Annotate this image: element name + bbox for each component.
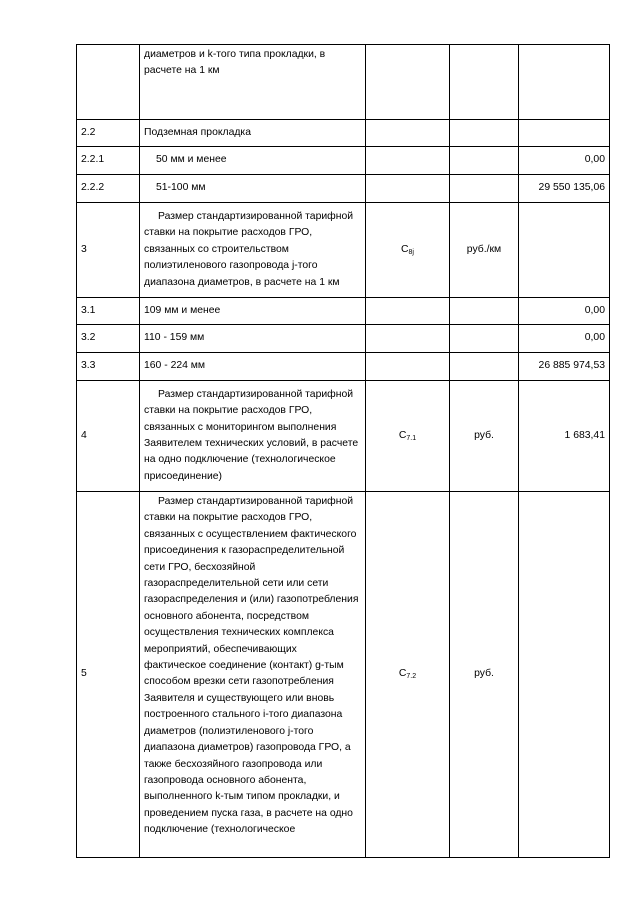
row-code (366, 120, 450, 147)
row-description: диаметров и k-того типа прокладки, в расчете на 1 км (140, 45, 366, 120)
table-row (77, 492, 610, 858)
row-value: 1 683,41 (519, 381, 610, 492)
row-description: 110 - 159 мм (140, 325, 366, 353)
tariff-table (76, 44, 610, 858)
table-row (77, 45, 610, 120)
row-value (519, 203, 610, 298)
row-code (366, 325, 450, 353)
row-code (366, 175, 450, 203)
table-row (77, 353, 610, 381)
table-row (77, 147, 610, 175)
row-number: 2.2.2 (77, 175, 140, 203)
row-number: 2.2.1 (77, 147, 140, 175)
table-row (77, 325, 610, 353)
row-number: 3.3 (77, 353, 140, 381)
row-number: 3 (77, 203, 140, 298)
table-row (77, 381, 610, 492)
row-code (366, 353, 450, 381)
row-number: 3.2 (77, 325, 140, 353)
row-number: 3.1 (77, 298, 140, 325)
table-row (77, 203, 610, 298)
table-row (77, 298, 610, 325)
row-description: Подземная прокладка (140, 120, 366, 147)
row-value: 0,00 (519, 325, 610, 353)
row-code (366, 45, 450, 120)
row-description: Размер стандартизированной тарифной ставки на покрытие расходов ГРО, связанных с осуществлением фактического присоединения к газораспределительной сети ГРО, бесхозяйной газораспределительной сети или сети газораспределения и (или) газопотребления основного абонента, посредством осуществления технических комплекса мероприятий, обеспечивающих фактическое соединение (контакт) g-тым способом врезки сети газопотребления Заявителя и существующего или вновь построенного стального i-того диапазона диаметров (полиэтиленового j-того диапазона диаметров) газопровода ГРО, а также бесхозяйного газопровода или газопровода основного абонента, выполненного k-тым типом прокладки, и проведением пуска газа, в расчете на одно подключение (технологическое (140, 492, 366, 858)
row-value (519, 492, 610, 858)
row-description: 160 - 224 мм (140, 353, 366, 381)
row-value: 29 550 135,06 (519, 175, 610, 203)
row-value (519, 120, 610, 147)
row-number: 5 (77, 492, 140, 858)
row-code: $C_{7.1}$ (366, 381, 450, 492)
row-value: 0,00 (519, 298, 610, 325)
table-row (77, 175, 610, 203)
row-unit (450, 353, 519, 381)
row-unit (450, 325, 519, 353)
table-row (77, 120, 610, 147)
row-description: 109 мм и менее (140, 298, 366, 325)
row-unit: руб. (450, 492, 519, 858)
row-value: 26 885 974,53 (519, 353, 610, 381)
row-code (366, 147, 450, 175)
row-unit (450, 120, 519, 147)
row-unit (450, 175, 519, 203)
row-number: 4 (77, 381, 140, 492)
row-unit: руб./км (450, 203, 519, 298)
row-unit (450, 147, 519, 175)
row-description: 51-100 мм (140, 175, 366, 203)
row-description: 50 мм и менее (140, 147, 366, 175)
row-value: 0,00 (519, 147, 610, 175)
row-unit (450, 298, 519, 325)
row-unit (450, 45, 519, 120)
row-code: $C_{8j}$ (366, 203, 450, 298)
row-number (77, 45, 140, 120)
row-value (519, 45, 610, 120)
row-description: Размер стандартизированной тарифной ставки на покрытие расходов ГРО, связанных с мониторингом выполнения Заявителем технических условий, в расчете на одно подключение (технологическое присоединение) (140, 381, 366, 492)
row-code (366, 298, 450, 325)
row-description: Размер стандартизированной тарифной ставки на покрытие расходов ГРО, связанных со строительством полиэтиленового газопровода j-того диапазона диаметров, в расчете на 1 км (140, 203, 366, 298)
row-unit: руб. (450, 381, 519, 492)
row-code: $C_{7.2}$ (366, 492, 450, 858)
row-number: 2.2 (77, 120, 140, 147)
